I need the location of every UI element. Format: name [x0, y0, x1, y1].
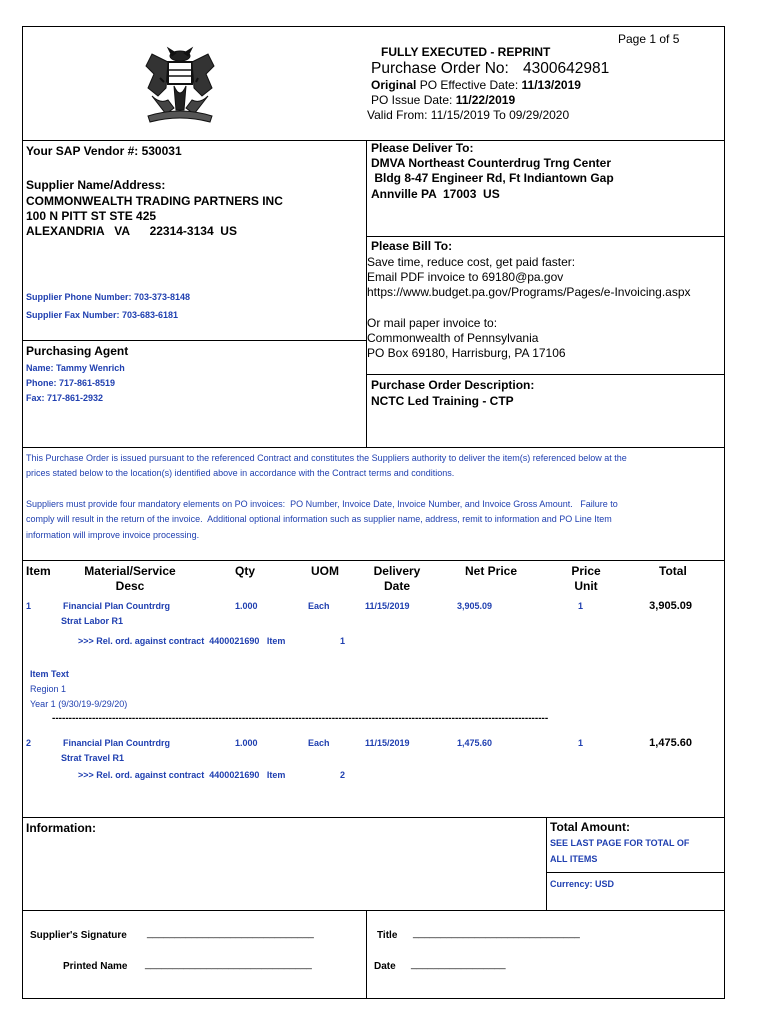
row-2-net-price: 1,475.60: [457, 738, 493, 748]
supplier-fax: Supplier Fax Number: 703-683-6181: [26, 310, 179, 320]
divider-signature-column: [366, 910, 367, 999]
row-1-item: 1: [26, 601, 32, 611]
col-header-uom: UOM: [311, 564, 339, 578]
row-2-contract: >>> Rel. ord. against contract 4400021690 Item: [78, 770, 286, 780]
row-2-delivery: 11/15/2019: [365, 738, 410, 748]
bill-heading: Please Bill To:: [371, 239, 453, 253]
supplier-heading: Supplier Name/Address:: [26, 178, 166, 192]
page-number: Page 1 of 5: [618, 32, 680, 46]
total-amount-note-2: ALL ITEMS: [550, 854, 598, 864]
divider-deliver: [366, 236, 725, 237]
po-description-heading: Purchase Order Description:: [371, 378, 535, 392]
col-header-unit: Unit: [574, 579, 598, 593]
effective-label: PO Effective Date:: [419, 78, 519, 92]
printed-name-line[interactable]: ______________________________: [145, 959, 312, 970]
title-line[interactable]: ______________________________: [413, 928, 580, 939]
row-2-contract-item: 2: [340, 770, 346, 780]
information-label: Information:: [26, 821, 96, 835]
col-header-qty: Qty: [235, 564, 256, 578]
total-amount-label: Total Amount:: [550, 820, 630, 834]
bill-line-6: PO Box 69180, Harrisburg, PA 17106: [367, 346, 566, 360]
col-header-item: Item: [26, 564, 51, 578]
po-number: 4300642981: [523, 60, 610, 77]
row-1-price-unit: 1: [578, 601, 584, 611]
supplier-street: 100 N PITT ST STE 425: [26, 209, 157, 223]
row-1-contract-item: 1: [340, 636, 346, 646]
divider-description: [366, 374, 725, 375]
row-1-uom: Each: [308, 601, 330, 611]
deliver-line-2: Bldg 8-47 Engineer Rd, Ft Indiantown Gap: [371, 171, 614, 185]
notice-p2-line-3: information will improve invoice processing.: [26, 530, 200, 540]
row-2-total: 1,475.60: [649, 737, 692, 749]
divider-signature: [22, 910, 725, 911]
row-1-qty: 1.000: [235, 601, 258, 611]
row-1-total: 3,905.09: [649, 600, 692, 612]
title-label: Title: [377, 930, 398, 941]
po-valid-range: Valid From: 11/15/2019 To 09/29/2020: [367, 108, 570, 122]
po-description-value: NCTC Led Training - CTP: [371, 394, 514, 408]
currency: Currency: USD: [550, 879, 615, 889]
deliver-line-3: Annville PA 17003 US: [371, 187, 500, 201]
sap-vendor-number: Your SAP Vendor #: 530031: [26, 144, 182, 158]
divider-agent: [22, 340, 366, 341]
notice-p2-line-2: comply will result in the return of the invoice. Additional optional information such as supplier name, address, remit to information and PO Line Item: [26, 514, 612, 524]
item-text-heading: Item Text: [30, 669, 69, 679]
commonwealth-seal-icon: [138, 44, 222, 128]
notice-p1-line-2: prices stated below to the location(s) identified above in accordance with the Contract terms and conditions.: [26, 468, 455, 478]
notice-p1-line-1: This Purchase Order is issued pursuant to the referenced Contract and constitutes the Suppliers authority to deliver the item(s) referenced below at the: [26, 453, 627, 463]
col-header-price: Price: [571, 564, 601, 578]
divider-notice: [22, 447, 725, 448]
effective-prefix: Original: [371, 78, 417, 92]
col-header-desc: Desc: [115, 579, 145, 593]
issue-date-value: 11/22/2019: [455, 93, 516, 107]
date-line[interactable]: _________________: [411, 959, 506, 970]
row-2-uom: Each: [308, 738, 330, 748]
deliver-line-1: DMVA Northeast Counterdrug Trng Center: [371, 156, 612, 170]
po-effective-date: [371, 79, 581, 93]
bill-line-4: Or mail paper invoice to:: [367, 316, 498, 330]
bill-line-1: Save time, reduce cost, get paid faster:: [367, 255, 576, 269]
item-text-line-2: Year 1 (9/30/19-9/29/20): [30, 699, 128, 709]
divider-table: [22, 560, 725, 561]
col-header-total: Total: [659, 564, 687, 578]
col-header-date: Date: [383, 579, 410, 593]
agent-heading: Purchasing Agent: [26, 344, 129, 358]
supplier-phone: Supplier Phone Number: 703-373-8148: [26, 292, 191, 302]
supplier-signature-line[interactable]: ______________________________: [147, 928, 314, 939]
item-text-line-1: Region 1: [30, 684, 67, 694]
bill-invoicing-link[interactable]: https://www.budget.pa.gov/Programs/Pages/e-Invoicing.aspx: [367, 285, 691, 299]
printed-name-label: Printed Name: [63, 961, 128, 972]
po-number-label: Purchase Order No:: [371, 60, 509, 77]
divider-total: [546, 817, 547, 911]
bill-line-2: Email PDF invoice to 69180@pa.gov: [367, 270, 564, 284]
agent-phone: Phone: 717-861-8519: [26, 378, 116, 388]
row-1-net-price: 3,905.09: [457, 601, 493, 611]
notice-p2-line-1: Suppliers must provide four mandatory elements on PO invoices: PO Number, Invoice Date, Invoice Number, and Invoice Gross Amount. Failure to: [26, 499, 618, 509]
row-2-price-unit: 1: [578, 738, 584, 748]
supplier-name: COMMONWEALTH TRADING PARTNERS INC: [26, 194, 283, 208]
row-1-delivery: 11/15/2019: [365, 601, 410, 611]
po-issue-date: [371, 94, 515, 108]
col-header-delivery: Delivery: [373, 564, 421, 578]
row-1-desc: Financial Plan Countrdrg: [63, 601, 171, 611]
row-2-qty: 1.000: [235, 738, 258, 748]
issue-label: PO Issue Date:: [371, 93, 453, 107]
effective-date-value: 11/13/2019: [521, 78, 581, 92]
divider-currency: [546, 872, 725, 873]
col-header-net-price: Net Price: [465, 564, 518, 578]
supplier-signature-label: Supplier's Signature: [30, 930, 127, 941]
supplier-city: ALEXANDRIA VA 22314-3134 US: [26, 224, 237, 238]
total-amount-note-1: SEE LAST PAGE FOR TOTAL OF: [550, 838, 690, 848]
deliver-heading: Please Deliver To:: [371, 141, 474, 155]
agent-fax: Fax: 717-861-2932: [26, 393, 104, 403]
date-label: Date: [374, 961, 396, 972]
row-1-desc-2: Strat Labor R1: [61, 616, 124, 626]
row-separator: -----------------------------------------------------------------------------------------------------------------------------------------------------: [52, 713, 549, 724]
po-status: FULLY EXECUTED - REPRINT: [381, 45, 551, 59]
agent-name: Name: Tammy Wenrich: [26, 363, 125, 373]
bill-line-5: Commonwealth of Pennsylvania: [367, 331, 539, 345]
col-header-material: Material/Service: [84, 564, 176, 578]
divider-information: [22, 817, 725, 818]
row-2-item: 2: [26, 738, 32, 748]
row-2-desc: Financial Plan Countrdrg: [63, 738, 171, 748]
row-2-desc-2: Strat Travel R1: [61, 753, 125, 763]
row-1-contract: >>> Rel. ord. against contract 4400021690 Item: [78, 636, 286, 646]
